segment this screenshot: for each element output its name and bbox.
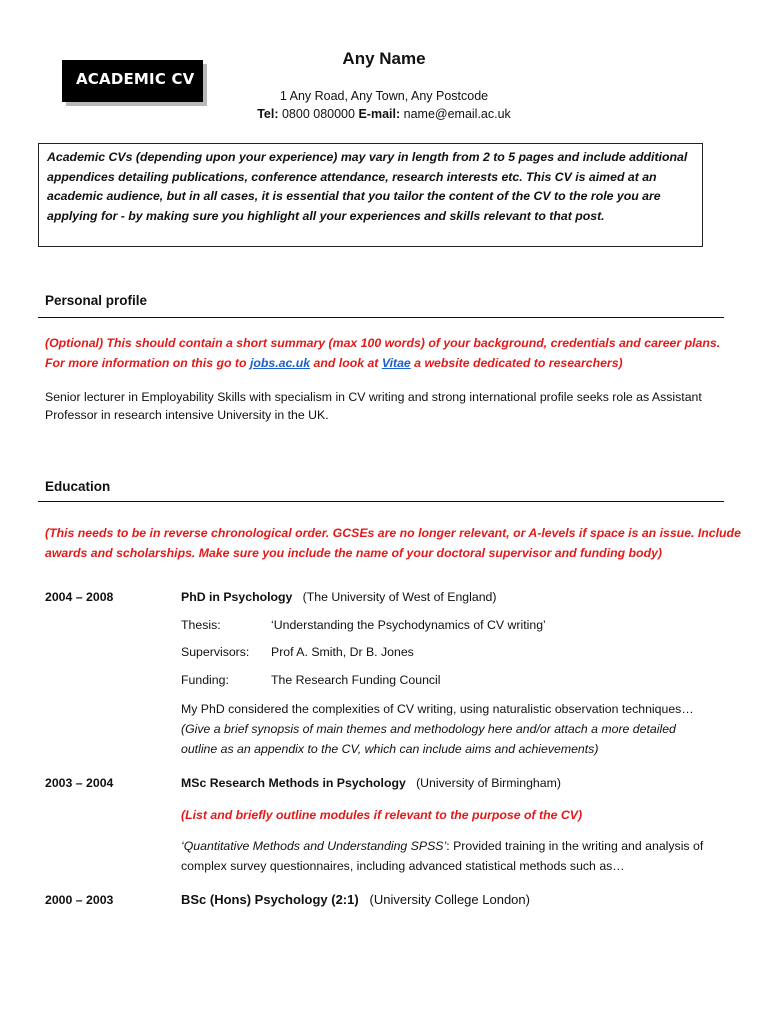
- email-label: E-mail:: [358, 107, 401, 121]
- msc-institution: (University of Birmingham): [416, 776, 561, 790]
- candidate-name: Any Name: [342, 49, 426, 68]
- funding-label: Funding:: [181, 673, 229, 687]
- msc-note: (List and briefly outline modules if relevant to the purpose of the CV): [181, 808, 583, 822]
- supervisors-value: Prof A. Smith, Dr B. Jones: [271, 645, 414, 659]
- bsc-entry: [181, 892, 530, 907]
- email-address: name@email.ac.uk: [403, 107, 511, 121]
- contact-line: [0, 107, 768, 121]
- msc-module: [181, 836, 741, 876]
- bsc-degree: BSc (Hons) Psychology (2:1): [181, 892, 359, 907]
- personal-profile-heading: Personal profile: [45, 293, 148, 308]
- thesis-label: Thesis:: [181, 618, 221, 632]
- phd-institution: (The University of West of England): [302, 590, 497, 604]
- phd-desc-text: My PhD considered the complexities of CV writing, using naturalistic observation techniques…: [181, 702, 694, 716]
- msc-module-desc: : Provided training in the writing and analysis of: [446, 839, 704, 853]
- msc-module-line2: complex survey questionnaires, including advanced statistical methods such as…: [181, 859, 625, 873]
- msc-module-title: ‘Quantitative Methods and Understanding SPSS’: [181, 839, 447, 853]
- phd-note-line1: (Give a brief synopsis of main themes and methodology here and/or attach a more detailed: [181, 722, 676, 736]
- phd-dates: 2004 – 2008: [45, 590, 114, 604]
- education-note-line2: awards and scholarships. Make sure you include the name of your doctoral supervisor and funding body): [45, 545, 663, 560]
- profile-summary-line1: Senior lecturer in Employability Skills with specialism in CV writing and strong international profile seeks role as Assistant: [45, 390, 702, 404]
- supervisors-label: Supervisors:: [181, 645, 250, 659]
- profile-note: [45, 334, 735, 373]
- tel-number: 0800 080000: [281, 107, 355, 121]
- phd-entry: [181, 590, 497, 604]
- education-note-line1: (This needs to be in reverse chronological order. GCSEs are no longer relevant, or A-levels if space is an issue. Include: [45, 526, 741, 540]
- profile-summary: [45, 388, 745, 424]
- phd-description: [181, 699, 741, 759]
- bsc-institution: (University College London): [369, 892, 530, 907]
- profile-note-line2: For more information on this go to jobs.ac.uk and look at Vitae a website dedicated to researchers): [45, 355, 623, 370]
- section-divider: [38, 501, 724, 502]
- phd-degree: PhD in Psychology: [181, 590, 293, 604]
- section-divider: [38, 317, 724, 318]
- profile-summary-line2: Professor in research intensive University in the UK.: [45, 408, 329, 422]
- jobs-ac-uk-link[interactable]: jobs.ac.uk: [249, 355, 311, 370]
- funding-value: The Research Funding Council: [271, 673, 441, 687]
- education-heading: Education: [45, 479, 111, 494]
- education-note: [45, 524, 745, 563]
- phd-note-line2: outline as an appendix to the CV, which can include aims and achievements): [181, 742, 599, 756]
- badge-label: ACADEMIC CV: [76, 70, 195, 88]
- tel-label: Tel:: [257, 107, 279, 121]
- profile-note-line1: (Optional) This should contain a short summary (max 100 words) of your background, credentials and career plans.: [45, 336, 721, 350]
- intro-box: Academic CVs (depending upon your experience) may vary in length from 2 to 5 pages and include additional appendices detailing publications, conference attendance, research interests etc. This CV is aimed at an academic audience, but in all cases, it is essential that you tailor the content of the CV to the role you are applying for - by making sure you highlight all your experiences and skills relevant to that post.: [38, 143, 703, 247]
- vitae-link[interactable]: Vitae: [381, 355, 411, 370]
- msc-module-line1: [181, 836, 741, 856]
- msc-degree: MSc Research Methods in Psychology: [181, 776, 406, 790]
- msc-dates: 2003 – 2004: [45, 776, 114, 790]
- address: 1 Any Road, Any Town, Any Postcode: [279, 89, 489, 103]
- msc-entry: [181, 776, 561, 790]
- bsc-dates: 2000 – 2003: [45, 893, 114, 907]
- thesis-value: ‘Understanding the Psychodynamics of CV writing’: [271, 618, 546, 632]
